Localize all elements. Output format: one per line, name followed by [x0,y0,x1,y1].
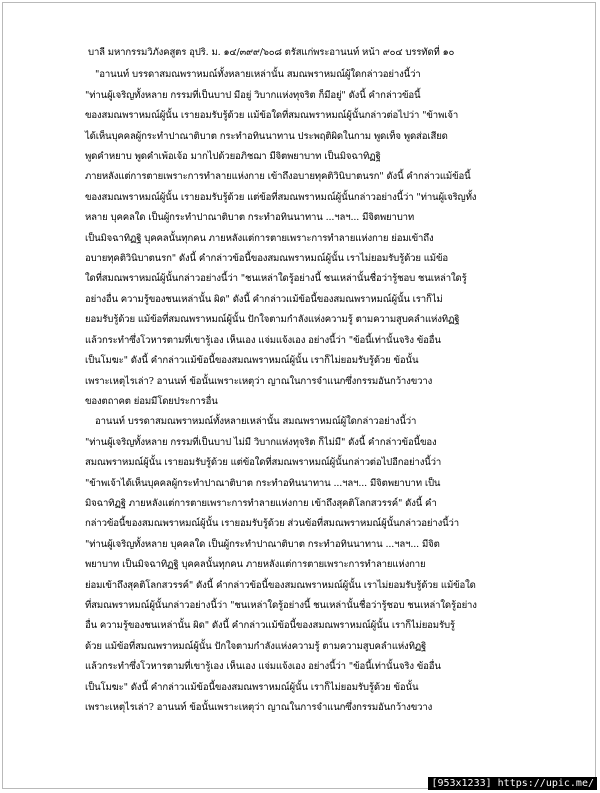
text-line: พูดคำหยาบ พูดคำเพ้อเจ้อ มากไปด้วยอภิชฌา มีจิตพยาบาท เป็นมิจฉาทิฏฐิ [85,151,381,163]
text-line: ใดที่สมณพราหมณ์ผู้นั้นกล่าวอย่างนี้ว่า "ชนเหล่าใดรู้อย่างนี้ ชนเหล่านั้นชื่อว่ารู้ชอบ ชนเหล่าใดรู้ [85,273,467,285]
text-line: เป็นโมฆะ" ดังนี้ คำกล่าวแม้ข้อนี้ของสมณพราหมณ์ผู้นั้น เราก็ไม่ยอมรับรู้ด้วย ข้อนั้น [85,355,419,367]
text-line: ของสมณพราหมณ์ผู้นั้น เรายอมรับรู้ด้วย แต่ข้อที่สมณพราหมณ์ผู้นั้นกล่าวอย่างนี้ว่า "ท่านผู้เจริญทั้ง [85,191,477,203]
paragraph-container [85,65,565,718]
text-line: อบายทุคติวินิบาตนรก" ดังนี้ คำกล่าวข้อนี้ของสมณพราหมณ์ผู้นั้น เราไม่ยอมรับรู้ด้วย แม้ข้อ [85,253,449,265]
text-line: เป็นมิจฉาทิฏฐิ บุคคลนั้นทุกคน ภายหลังแต่การตายเพราะการทำลายแห่งกาย ย่อมเข้าถึง [85,232,434,244]
text-line: พยาบาท เป็นมิจฉาทิฏฐิ บุคคลนั้นทุกคน ภายหลังแต่การตายเพราะการทำลายแห่งกาย [85,559,426,571]
text-line: สมณพราหมณ์ผู้นั้น เรายอมรับรู้ด้วย แต่ข้อใดที่สมณพราหมณ์ผู้นั้นกล่าวต่อไปอีกอย่างนี้ว่า [85,457,442,469]
document-page [2,2,596,789]
image-host-watermark: [953x1233] https://upic.me/ [428,777,597,790]
document-header: บาลี มหากรรมวิภังคสูตร อุปริ. ม. ๑๔/๓๙๙/๖๐๘ ตรัสแก่พระอานนท์ หน้า ๙๐๔ บรรทัดที่ ๑๐ [88,47,455,58]
text-line: ได้เห็นบุคคลผู้กระทำปาณาติบาต กระทำอทินนาทาน ประพฤติผิดในกาม พูดเท็จ พูดส่อเสียด [85,130,448,142]
text-line: แล้วกระทำซึ่งโวหารตามที่เขารู้เอง เห็นเอง แจ่มแจ้งเอง อย่างนี้ว่า "ข้อนี้เท่านั้นจริง ข้ออื่น [85,661,441,673]
text-line: ยอมรับรู้ด้วย แม้ข้อที่สมณพราหมณ์ผู้นั้น ปักใจตามกำลังแห่งความรู้ ตามความสูบคลำแห่งทิฏฐิ [85,314,460,326]
text-line: อื่น ความรู้ของชนเหล่านั้น ผิด" ดังนี้ คำกล่าวแม้ข้อนี้ของสมณพราหมณ์ผู้นั้น เราก็ไม่ยอมรับรู้ [85,620,455,632]
text-line: ของสมณพราหมณ์ผู้นั้น เรายอมรับรู้ด้วย แม้ข้อใดที่สมณพราหมณ์ผู้นั้นกล่าวต่อไปว่า "ข้าพเจ้า [85,110,459,122]
text-line: เป็นโมฆะ" ดังนี้ คำกล่าวแม้ข้อนี้ของสมณพราหมณ์ผู้นั้น เราก็ไม่ยอมรับรู้ด้วย ข้อนั้น [85,681,419,693]
text-line: "ท่านผู้เจริญทั้งหลาย กรรมที่เป็นบาป มีอยู่ วิบากแห่งทุจริต ก็มีอยู่" ดังนี้ คำกล่าวข้อนี้ [85,89,421,101]
text-line: ย่อมเข้าถึงสุคติโลกสวรรค์" ดังนี้ คำกล่าวข้อนี้ของสมณพราหมณ์ผู้นั้น เราไม่ยอมรับรู้ด้วย แม้ข้อใด [85,579,476,591]
text-line: เพราะเหตุไรเล่า? อานนท์ ข้อนั้นเพราะเหตุว่า ญาณในการจำแนกซึ่งกรรมอันกว้างขวาง [85,375,433,387]
text-line: แล้วกระทำซึ่งโวหารตามที่เขารู้เอง เห็นเอง แจ่มแจ้งเอง อย่างนี้ว่า "ข้อนี้เท่านั้นจริง ข้ออื่น [85,334,441,346]
text-line: ของตถาคต ย่อมมีโดยประการอื่น [85,395,218,407]
text-line: อานนท์ บรรดาสมณพราหมณ์ทั้งหลายเหล่านั้น สมณพราหมณ์ผู้ใดกล่าวอย่างนี้ว่า [95,416,417,428]
text-line: มิจฉาทิฏฐิ ภายหลังแต่การตายเพราะการทำลายแห่งกาย เข้าถึงสุคติโลกสวรรค์" ดังนี้ คำ [85,497,437,509]
text-line: เพราะเหตุไรเล่า? อานนท์ ข้อนั้นเพราะเหตุว่า ญาณในการจำแนกซึ่งกรรมอันกว้างขวาง [85,702,433,713]
text-line: ที่สมณพราหมณ์ผู้นั้นกล่าวอย่างนี้ว่า "ชนเหล่าใดรู้อย่างนี้ ชนเหล่านั้นชื่อว่ารู้ชอบ ชนเหล่าใดรู้อย่าง [85,599,477,611]
text-line: "ท่านผู้เจริญทั้งหลาย กรรมที่เป็นบาป ไม่มี วิบากแห่งทุจริต ก็ไม่มี" ดังนี้ คำกล่าวข้อนี้ของ [85,436,437,448]
paragraph [85,412,565,718]
text-line: ภายหลังแต่การตายเพราะการทำลายแห่งกาย เข้าถึงอบายทุคติวินิบาตนรก" ดังนี้ คำกล่าวแม้ข้อนี้ [85,171,471,183]
paragraph [85,65,565,412]
text-line: หลาย บุคคลใด เป็นผู้กระทำปาณาติบาต กระทำอทินนาทาน ...ฯลฯ... มีจิตพยาบาท [85,212,415,224]
text-line: "ท่านผู้เจริญทั้งหลาย บุคคลใด เป็นผู้กระทำปาณาติบาต กระทำอทินนาทาน ...ฯลฯ... มีจิต [85,538,440,550]
document-body [85,43,565,718]
text-line: "อานนท์ บรรดาสมณพราหมณ์ทั้งหลายเหล่านั้น สมณพราหมณ์ผู้ใดกล่าวอย่างนี้ว่า [95,69,421,81]
text-line: อย่างอื่น ความรู้ของชนเหล่านั้น ผิด" ดังนี้ คำกล่าวแม้ข้อนี้ของสมณพราหมณ์ผู้นั้น เราก็ไม่ [85,293,443,305]
text-line: กล่าวข้อนี้ของสมณพราหมณ์ผู้นั้น เรายอมรับรู้ด้วย ส่วนข้อที่สมณพราหมณ์ผู้นั้นกล่าวอย่างนี้ว่า [85,518,460,530]
text-line: "ข้าพเจ้าได้เห็นบุคคลผู้กระทำปาณาติบาต กระทำอทินนาทาน ...ฯลฯ... มีจิตพยาบาท เป็น [85,477,441,489]
text-line: ด้วย แม้ข้อที่สมณพราหมณ์ผู้นั้น ปักใจตามกำลังแห่งความรู้ ตามความสูบคลำแห่งทิฏฐิ [85,640,427,652]
